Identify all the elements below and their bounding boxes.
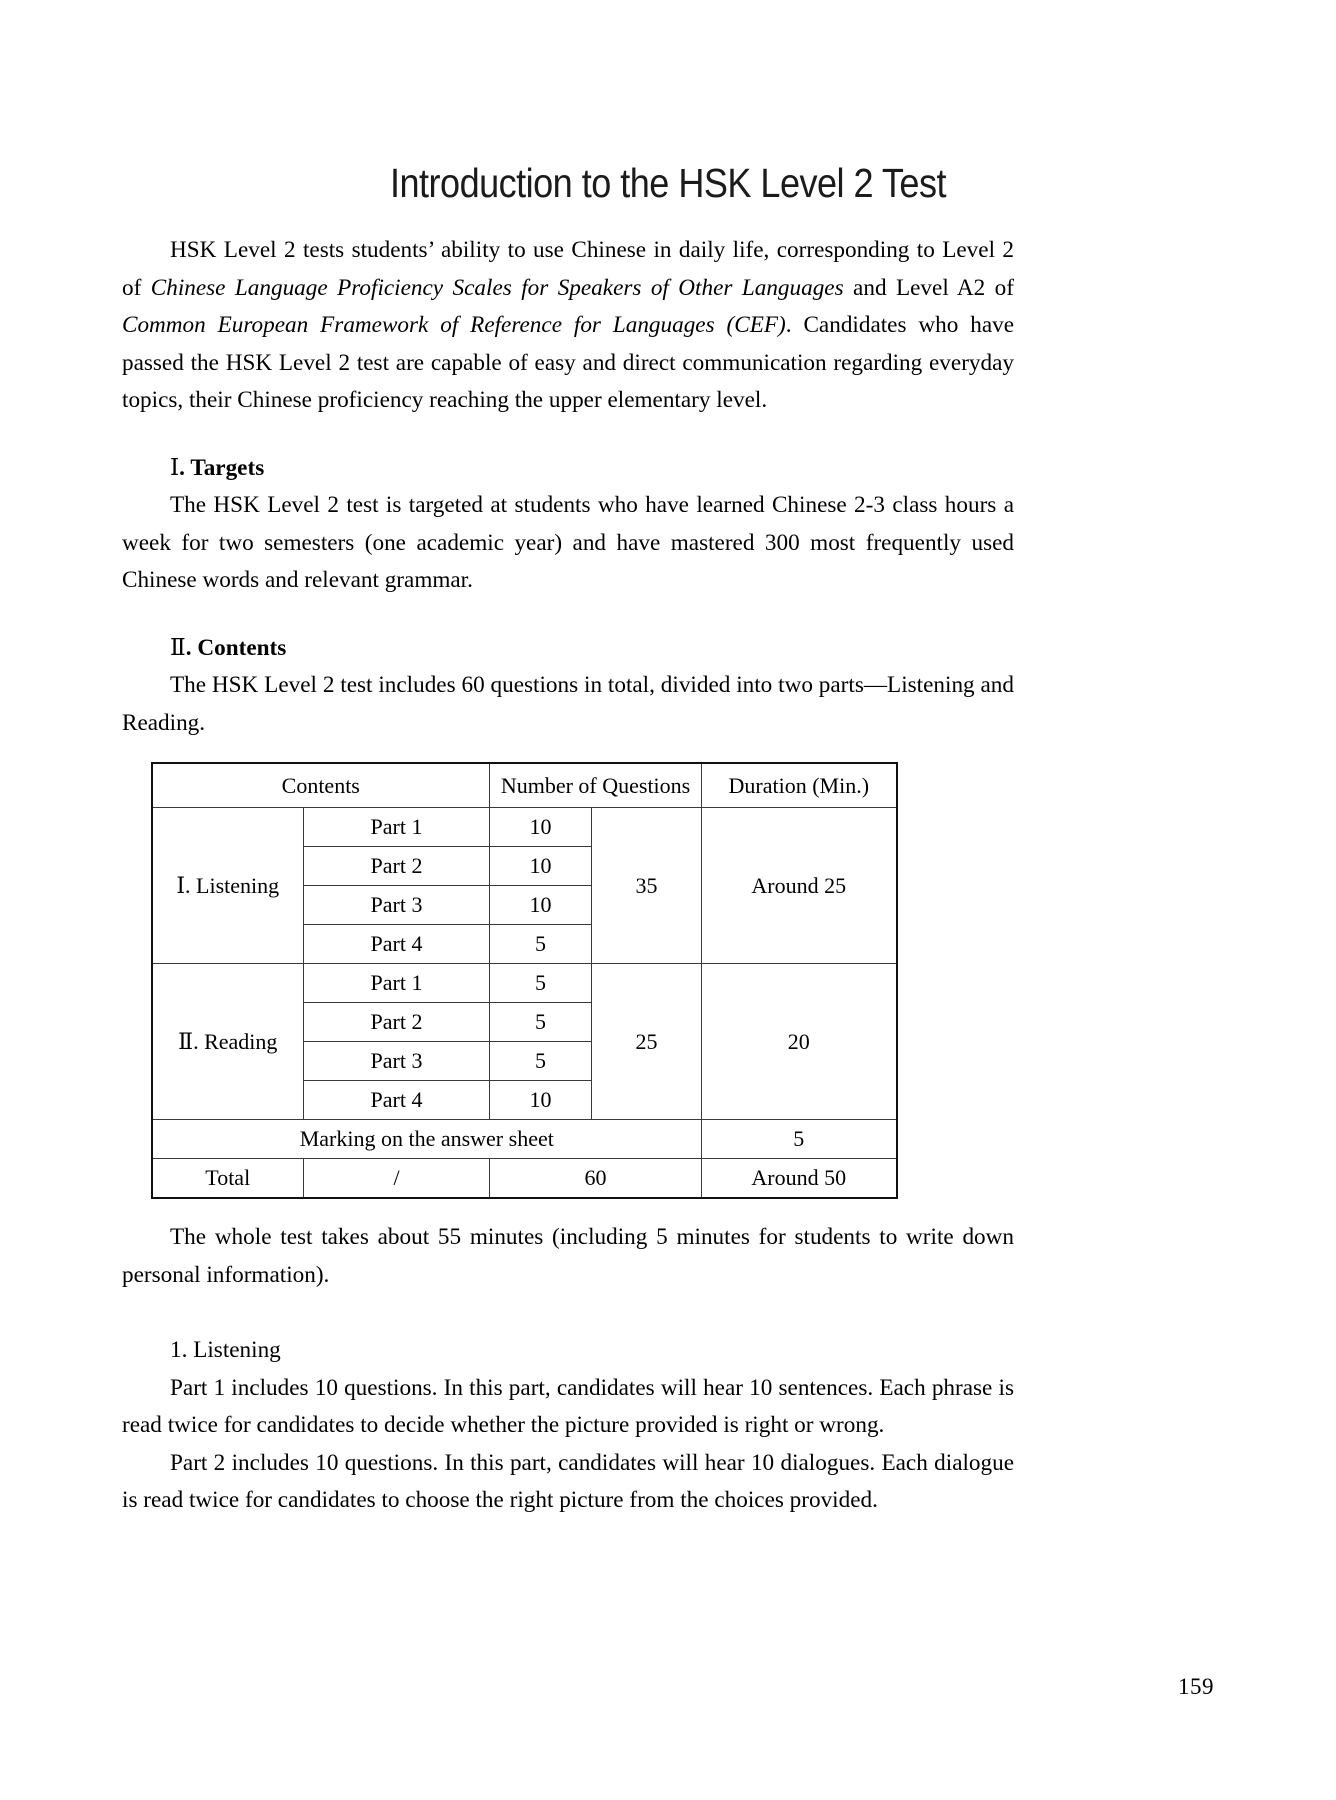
table-cell-part: Part 3 <box>304 1042 490 1081</box>
table-header-row <box>152 763 897 808</box>
subsection-heading-label-listening: Listening <box>193 1337 281 1363</box>
table-cell-subtotal-reading: 25 <box>592 964 702 1120</box>
section-numeral-1: Ⅰ <box>170 454 180 481</box>
table-cell-marking-label: Marking on the answer sheet <box>152 1120 702 1159</box>
table-group-label-listening <box>152 808 304 964</box>
listening-part-2-paragraph: Part 2 includes 10 questions. In this part, candidates will hear 10 dialogues. Each dialogue is read twice for candidates to choose the right picture from the choices provided. <box>122 1449 1014 1513</box>
table-group-separator-listening: . <box>185 872 191 898</box>
document-body <box>122 232 1014 1520</box>
table-cell-duration-reading: 20 <box>702 964 897 1120</box>
table-cell-part: Part 3 <box>304 886 490 925</box>
intro-italic-title-2: Common European Framework of Reference for Languages (CEF) <box>122 312 786 338</box>
spacer <box>122 420 1014 450</box>
table-cell-questions: 10 <box>490 808 592 847</box>
subsection-heading-listening <box>122 1332 1014 1370</box>
intro-text-part-2: and Level A2 of <box>843 274 1015 301</box>
subsection-number-listening: 1 <box>170 1337 182 1363</box>
spacer <box>122 1294 1014 1332</box>
targets-paragraph: The HSK Level 2 test is targeted at students who have learned Chinese 2-3 class hours a week for two semesters (one academic year) and have mastered 300 most frequently used Chinese words and relevant grammar. <box>122 492 1014 593</box>
table-cell-questions: 5 <box>490 925 592 964</box>
section-heading-label-targets: Targets <box>190 454 265 481</box>
table-cell-total-slash: / <box>304 1159 490 1199</box>
table-cell-questions: 5 <box>490 964 592 1003</box>
table-cell-questions: 10 <box>490 1081 592 1120</box>
table-cell-questions: 5 <box>490 1003 592 1042</box>
table-header-duration: Duration (Min.) <box>702 763 897 808</box>
table-row <box>152 808 897 847</box>
table-cell-total-duration: Around 50 <box>702 1159 897 1199</box>
spacer <box>122 1199 1014 1219</box>
table-group-label-reading <box>152 964 304 1120</box>
table-row <box>152 964 897 1003</box>
table-row-marking <box>152 1120 897 1159</box>
table-cell-part: Part 2 <box>304 847 490 886</box>
contents-table-wrapper <box>151 762 896 1199</box>
contents-paragraph: The HSK Level 2 test includes 60 questions in total, divided into two parts—Listening and Reading. <box>122 672 1014 736</box>
table-cell-total-label: Total <box>152 1159 304 1199</box>
table-cell-questions: 5 <box>490 1042 592 1081</box>
table-cell-duration-listening: Around 25 <box>702 808 897 964</box>
page-number: 159 <box>1178 1674 1214 1699</box>
contents-table <box>151 762 898 1199</box>
intro-paragraph <box>122 232 1014 420</box>
intro-text-part-3: . Candidates who have passed the HSK Level 2 test are capable of easy and direct communication regarding everyday topics, their Chinese proficiency reaching the upper elementary level. <box>122 312 1015 413</box>
page-title: Introduction to the HSK Level 2 Test <box>390 160 946 207</box>
table-header-contents: Contents <box>152 763 490 808</box>
table-row-total <box>152 1159 897 1199</box>
table-cell-questions: 10 <box>490 886 592 925</box>
spacer <box>122 600 1014 630</box>
table-group-name-reading: Reading <box>204 1028 278 1054</box>
table-group-numeral-reading: Ⅱ <box>178 1028 194 1054</box>
table-cell-subtotal-listening: 35 <box>592 808 702 964</box>
table-group-name-listening: Listening <box>196 872 280 898</box>
after-table-paragraph: The whole test takes about 55 minutes (including 5 minutes for students to write down personal information). <box>122 1224 1014 1288</box>
spacer <box>122 742 1014 762</box>
table-cell-part: Part 1 <box>304 808 490 847</box>
table-header-number-of-questions: Number of Questions <box>490 763 702 808</box>
section-heading-targets <box>122 450 1014 488</box>
section-numeral-2: Ⅱ <box>170 634 186 661</box>
table-cell-part: Part 1 <box>304 964 490 1003</box>
table-cell-part: Part 4 <box>304 1081 490 1120</box>
section-separator-2: . <box>185 634 192 661</box>
section-heading-label-contents: Contents <box>197 634 287 661</box>
section-separator-1: . <box>179 454 185 481</box>
intro-italic-title-1: Chinese Language Proficiency Scales for Speakers of Other Languages <box>150 274 844 301</box>
section-heading-contents <box>122 630 1014 668</box>
subsection-separator-listening: . <box>181 1337 188 1363</box>
intro-text-part-1: HSK Level 2 tests students’ ability to use Chinese in daily life, corresponding to Level 2 of <box>122 237 1014 301</box>
table-group-separator-reading: . <box>193 1028 199 1054</box>
table-cell-part: Part 2 <box>304 1003 490 1042</box>
table-cell-total-questions: 60 <box>490 1159 702 1199</box>
table-cell-questions: 10 <box>490 847 592 886</box>
table-cell-part: Part 4 <box>304 925 490 964</box>
table-group-numeral-listening: Ⅰ <box>176 872 186 898</box>
table-cell-marking-duration: 5 <box>702 1120 897 1159</box>
listening-part-1-paragraph: Part 1 includes 10 questions. In this part, candidates will hear 10 sentences. Each phrase is read twice for candidates to decide whether the picture provided is right or wrong. <box>122 1374 1014 1438</box>
